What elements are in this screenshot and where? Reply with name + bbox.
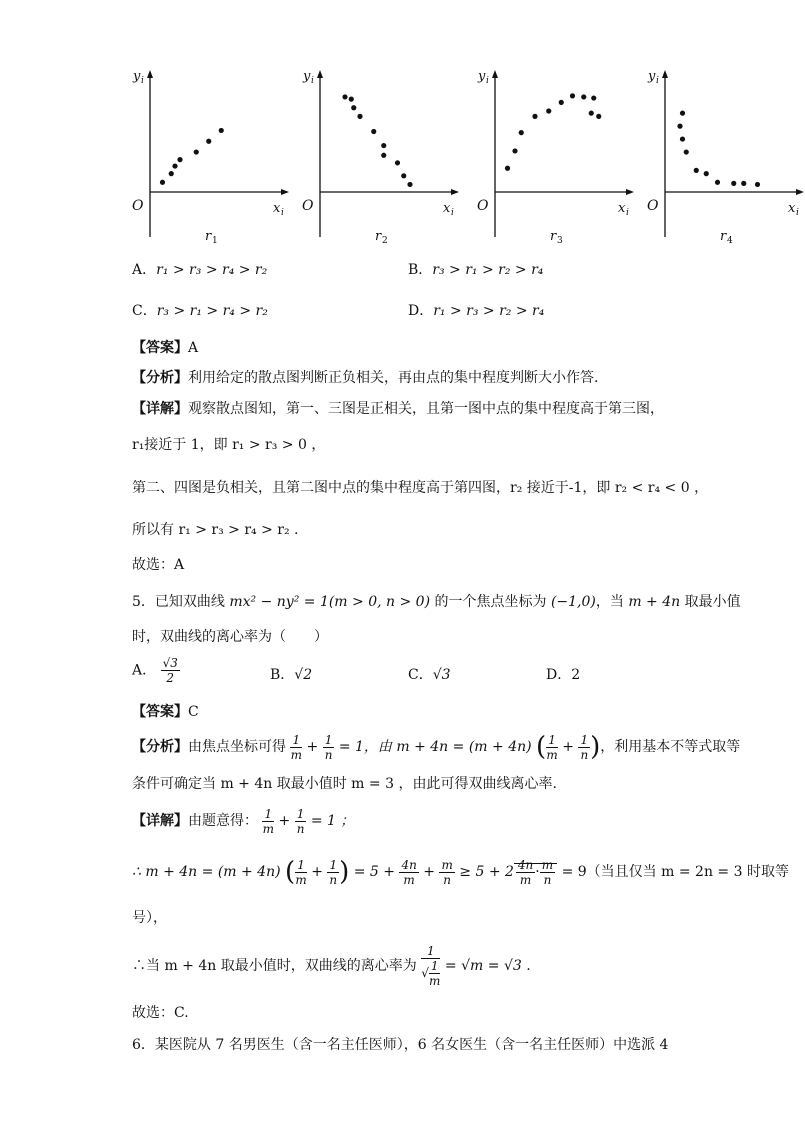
y-axis-label-subscript: i: [141, 76, 144, 86]
q5-stem-line2: 时，双曲线的离心率为（ ）: [132, 629, 328, 645]
scatter-plot-2: [290, 62, 460, 247]
q4-answer: 【答案】A: [132, 340, 199, 356]
scatter-point: [589, 111, 594, 116]
q4-option-a: A．r₁ > r₃ > r₄ > r₂: [132, 262, 268, 278]
scatter-point: [351, 105, 356, 110]
scatter-point: [206, 139, 211, 144]
scatter-point: [357, 114, 362, 119]
q5-option-a: A． $\frac{√3}{2}$: [132, 656, 178, 685]
scatter-point: [731, 181, 736, 186]
scatter-plot-1: [120, 62, 290, 247]
x-axis-label-subscript: i: [451, 208, 454, 218]
x-axis-arrow: [281, 189, 289, 195]
scatter-point: [680, 136, 685, 141]
q5-detail-line2: ∴ m + 4n = (m + 4n) ( $\frac{1}{m}$ + $\frac{1}{n}$ ) = 5 + $\frac{4n}{m}$ + $\frac{m}{n}$ ≥ 5 + 2 $\frac{4n}{m}$ · $\frac{m}{n}$ = 9（当且仅当 m = 2n = 3 时取等: [132, 857, 789, 887]
scatter-point: [395, 160, 400, 165]
plot-caption-subscript: 3: [557, 236, 563, 246]
q5-answer: 【答案】C: [132, 704, 199, 720]
scatter-point: [755, 182, 760, 187]
scatter-point: [219, 128, 224, 133]
q5-option-c: C．√3: [408, 667, 451, 683]
scatter-point: [169, 171, 174, 176]
scatter-point: [349, 97, 354, 102]
y-axis-arrow: [147, 70, 153, 78]
y-axis-label: y: [648, 69, 656, 84]
plot-caption: r: [205, 229, 212, 244]
scatter-point: [172, 163, 177, 168]
q5-detail-line3: 号），: [132, 910, 167, 926]
scatter-point: [519, 130, 524, 135]
scatter-point: [694, 168, 699, 173]
q6-stem: 6．某医院从 7 名男医生（含一名主任医师），6 名女医生（含一名主任医师）中选派 4: [132, 1037, 669, 1053]
q4-detail-line1: 【详解】观察散点图知，第一、三图是正相关，且第一图中点的集中程度高于第三图，: [132, 401, 664, 417]
y-axis-label-subscript: i: [311, 76, 314, 86]
q5-stem-line1: 5．已知双曲线 mx² − ny² = 1(m > 0, n > 0) 的一个焦点坐标为 (−1,0)，当 m + 4n 取最小值: [132, 594, 741, 610]
scatter-point: [715, 180, 720, 185]
plot-caption-subscript: 4: [727, 236, 733, 246]
scatter-point: [680, 111, 685, 116]
scatter-point: [677, 124, 682, 129]
scatter-point: [160, 180, 165, 185]
y-axis-label: y: [478, 69, 486, 84]
q4-detail-line2: r₁接近于 1，即 r₁ > r₃ > 0 ，: [132, 437, 326, 453]
scatter-point: [177, 157, 182, 162]
x-axis-label-subscript: i: [626, 208, 629, 218]
q4-detail-line3: 第二、四图是负相关，且第二图中点的集中程度高于第四图，r₂ 接近于-1，即 r₂ < r₄ < 0 ，: [132, 480, 709, 496]
y-axis-arrow: [662, 70, 668, 78]
q5-detail-line1: 【详解】由题意得： $\frac{1}{m}$ + $\frac{1}{n}$ = 1 ；: [132, 806, 355, 836]
x-axis-arrow: [451, 189, 459, 195]
y-axis-arrow: [317, 70, 323, 78]
origin-label: O: [132, 198, 144, 214]
y-axis-label: y: [133, 69, 141, 84]
scatter-point: [559, 100, 564, 105]
scatter-point: [684, 149, 689, 154]
scatter-plot-3: [465, 62, 635, 247]
q4-detail-line4: 所以有 r₁ > r₃ > r₄ > r₂ .: [132, 522, 299, 538]
scatter-point: [407, 182, 412, 187]
q4-option-d: D．r₁ > r₃ > r₂ > r₄: [408, 303, 545, 319]
q5-choose: 故选：C.: [132, 1005, 189, 1021]
scatter-point: [381, 143, 386, 148]
scatter-point: [381, 153, 386, 158]
x-axis-label: x: [618, 201, 626, 216]
scatter-point: [596, 114, 601, 119]
q4-option-c: C．r₃ > r₁ > r₄ > r₂: [132, 303, 268, 319]
y-axis-label: y: [303, 69, 311, 84]
x-axis-arrow: [626, 189, 634, 195]
q5-analysis-line1: 【分析】由焦点坐标可得 $\frac{1}{m}$ + $\frac{1}{n}$ = 1，由 m + 4n = (m + 4n) ( $\frac{1}{m}$ + $\frac{1}{n}$ )，利用基本不等式取等: [132, 732, 741, 762]
q5-analysis-line2: 条件可确定当 m + 4n 取最小值时 m = 3 ，由此可得双曲线离心率.: [132, 776, 557, 792]
x-axis-arrow: [796, 189, 804, 195]
scatter-point: [741, 181, 746, 186]
scatter-point: [591, 95, 596, 100]
plot-caption: r: [550, 229, 557, 244]
scatter-point: [704, 171, 709, 176]
q4-choose: 故选：A: [132, 557, 185, 573]
q4-option-b: B．r₃ > r₁ > r₂ > r₄: [408, 262, 544, 278]
plot-caption-subscript: 1: [212, 236, 218, 246]
scatter-point: [570, 93, 575, 98]
plot-caption: r: [720, 229, 727, 244]
plot-caption: r: [375, 229, 382, 244]
origin-label: O: [477, 198, 489, 214]
q5-detail-line4: ∴当 m + 4n 取最小值时，双曲线的离心率为 1 √ $\frac{1}{m}$ = √m = √3 .: [132, 944, 531, 988]
x-axis-label-subscript: i: [796, 208, 799, 218]
x-axis-label: x: [273, 201, 281, 216]
q5-option-b: B．√2: [270, 667, 313, 683]
scatter-point: [512, 148, 517, 153]
x-axis-label: x: [788, 201, 796, 216]
origin-label: O: [302, 198, 314, 214]
origin-label: O: [647, 198, 659, 214]
q4-analysis: 【分析】利用给定的散点图判断正负相关，再由点的集中程度判断大小作答.: [132, 370, 599, 386]
scatter-point: [581, 94, 586, 99]
scatter-point: [371, 129, 376, 134]
x-axis-label: x: [443, 201, 451, 216]
scatter-point: [401, 173, 406, 178]
x-axis-label-subscript: i: [281, 208, 284, 218]
q5-option-d: D．2: [546, 667, 581, 683]
y-axis-label-subscript: i: [486, 76, 489, 86]
scatter-point: [546, 108, 551, 113]
scatter-point: [532, 114, 537, 119]
plot-caption-subscript: 2: [382, 236, 388, 246]
scatter-plot-4: [635, 62, 805, 247]
scatter-point: [194, 149, 199, 154]
scatter-point: [342, 94, 347, 99]
scatter-point: [505, 166, 510, 171]
y-axis-label-subscript: i: [656, 76, 659, 86]
y-axis-arrow: [492, 70, 498, 78]
